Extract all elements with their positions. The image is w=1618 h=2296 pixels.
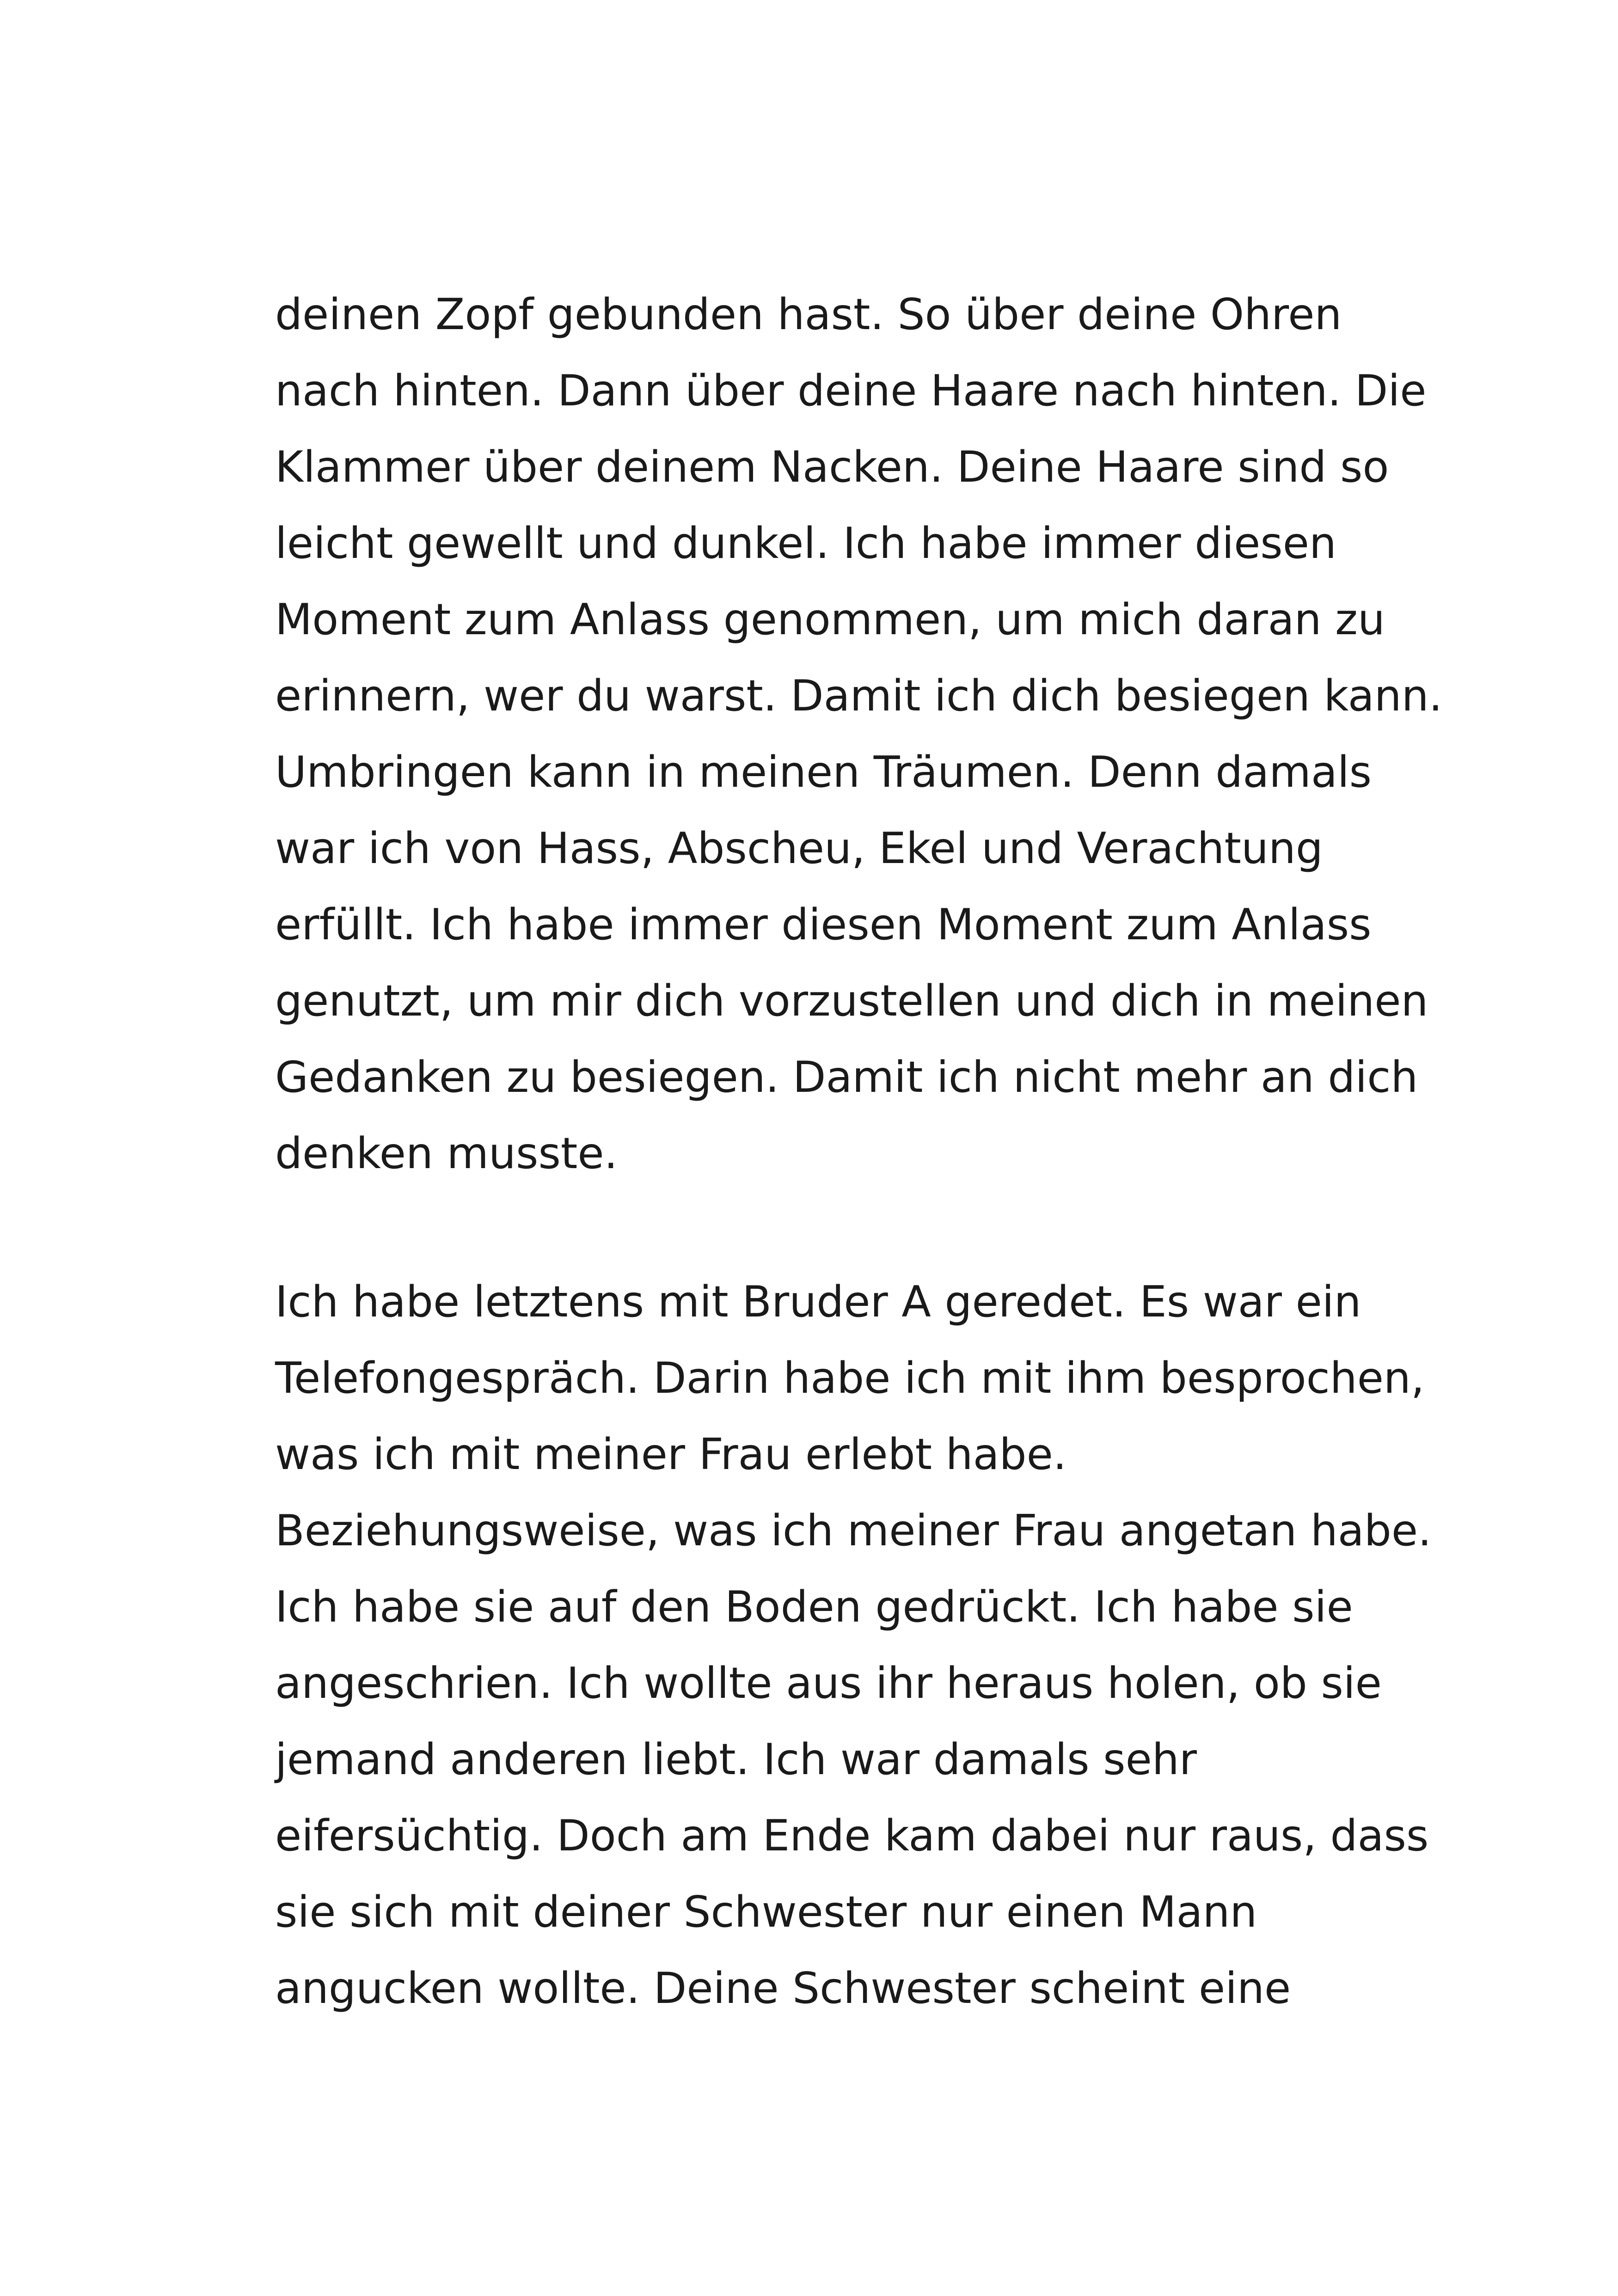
text-line: deinen Zopf gebunden hast. So über deine Ohren bbox=[275, 289, 1342, 339]
text-line: eifersüchtig. Doch am Ende kam dabei nur raus, dass bbox=[275, 1811, 1429, 1861]
text-line: Telefongespräch. Darin habe ich mit ihm besprochen, bbox=[275, 1353, 1425, 1403]
text-line: Ich habe letztens mit Bruder A geredet. Es war ein bbox=[275, 1277, 1361, 1327]
text-line: erfüllt. Ich habe immer diesen Moment zum Anlass bbox=[275, 900, 1372, 949]
text-line: Beziehungsweise, was ich meiner Frau angetan habe. bbox=[275, 1506, 1432, 1555]
text-line: Ich habe sie auf den Boden gedrückt. Ich habe sie bbox=[275, 1582, 1353, 1632]
text-line: Gedanken zu besiegen. Damit ich nicht mehr an dich bbox=[275, 1052, 1418, 1102]
paragraph-1 bbox=[275, 276, 1443, 1192]
text-line: sie sich mit deiner Schwester nur einen Mann bbox=[275, 1887, 1257, 1937]
text-line: erinnern, wer du warst. Damit ich dich besiegen kann. bbox=[275, 671, 1443, 721]
text-line: jemand anderen liebt. Ich war damals sehr bbox=[275, 1734, 1197, 1784]
text-line: angeschrien. Ich wollte aus ihr heraus holen, ob sie bbox=[275, 1658, 1382, 1708]
paragraph-2 bbox=[275, 1264, 1432, 2027]
text-line: genutzt, um mir dich vorzustellen und dich in meinen bbox=[275, 976, 1428, 1026]
text-line: leicht gewellt und dunkel. Ich habe immer diesen bbox=[275, 518, 1336, 568]
text-line: Moment zum Anlass genommen, um mich daran zu bbox=[275, 594, 1385, 644]
text-line: war ich von Hass, Abscheu, Ekel und Verachtung bbox=[275, 823, 1323, 873]
text-line: denken musste. bbox=[275, 1128, 618, 1178]
text-line: was ich mit meiner Frau erlebt habe. bbox=[275, 1429, 1067, 1479]
text-line: Klammer über deinem Nacken. Deine Haare sind so bbox=[275, 442, 1389, 492]
text-line: nach hinten. Dann über deine Haare nach hinten. Die bbox=[275, 366, 1427, 416]
text-line: Umbringen kann in meinen Träumen. Denn damals bbox=[275, 747, 1372, 797]
text-line: angucken wollte. Deine Schwester scheint eine bbox=[275, 1963, 1291, 2013]
